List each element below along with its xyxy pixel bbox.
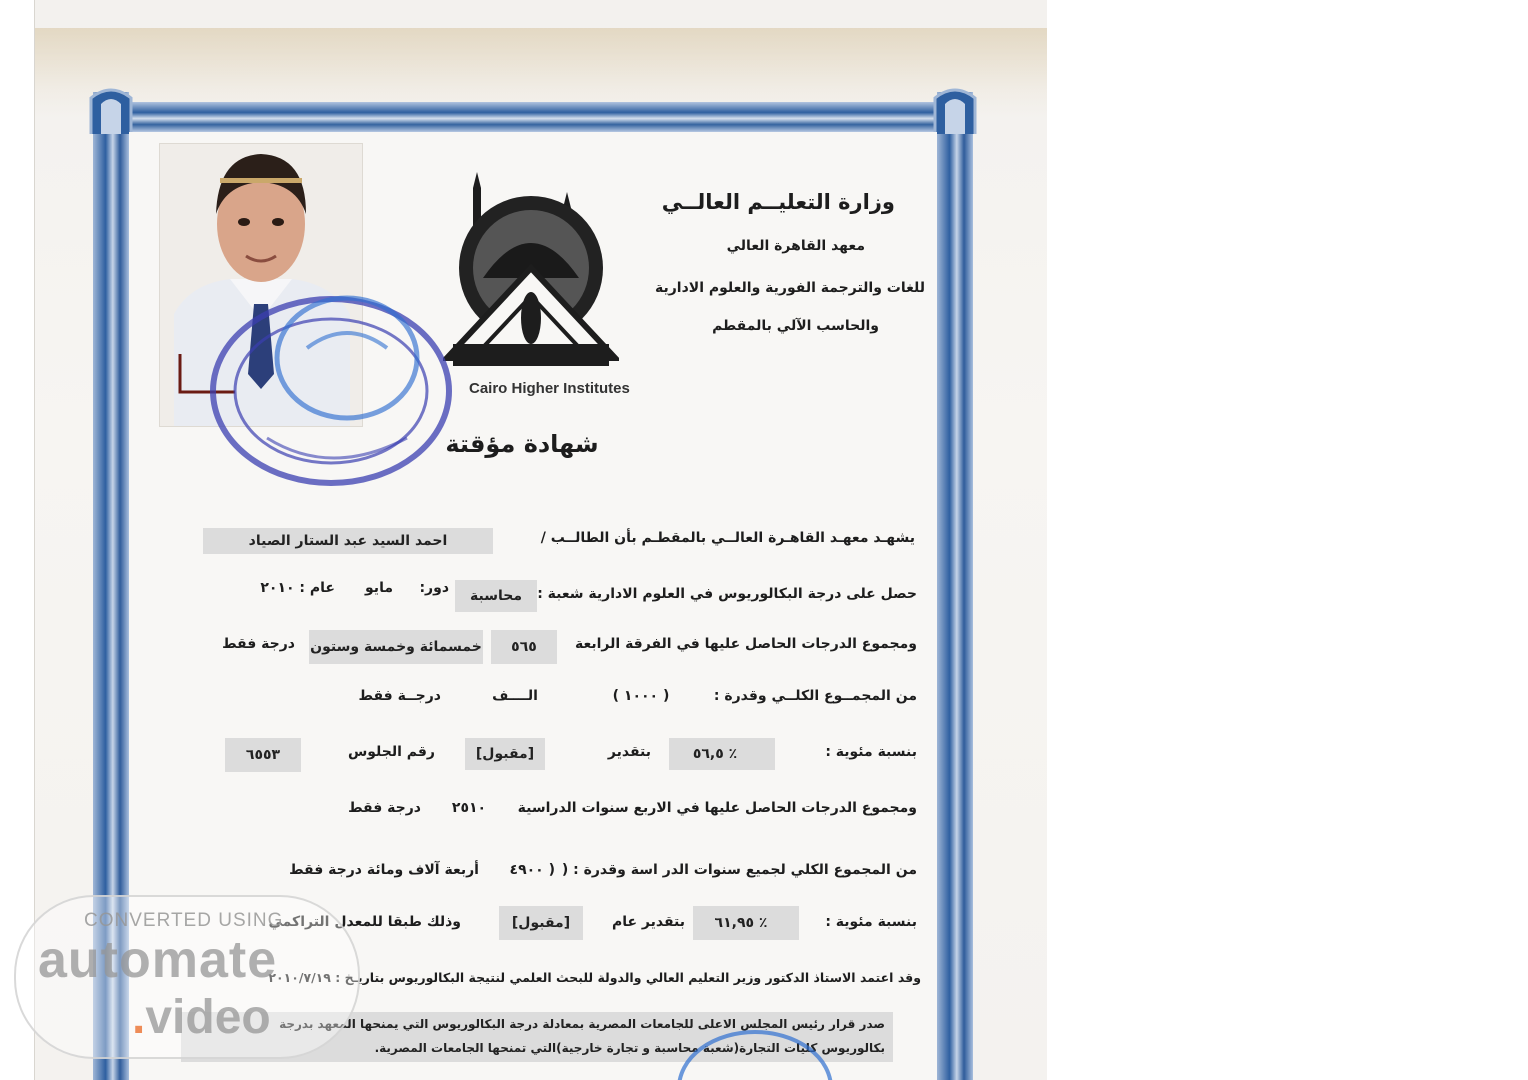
cumulative-percentage-field bbox=[693, 906, 799, 940]
official-stamp bbox=[207, 288, 455, 494]
watermark-brand-video bbox=[132, 990, 271, 1045]
year-label: عام : ٢٠١٠ bbox=[260, 580, 335, 596]
ministry-name: وزارة التعليــم العالــي bbox=[661, 190, 895, 214]
degree-only-1: درجة فقط bbox=[222, 636, 295, 652]
institute-name: معهد القاهرة العالي bbox=[726, 238, 865, 254]
total-words: الــــف bbox=[492, 688, 538, 704]
frame-corner-right bbox=[933, 88, 977, 136]
line7-text: من المجموع الكلي لجميع سنوات الدر اسة وقدرة : ( bbox=[561, 862, 917, 878]
emblem-caption: Cairo Higher Institutes bbox=[469, 380, 630, 397]
line8-label: بنسبة مئوية : bbox=[825, 914, 917, 930]
line5-label: بنسبة مئوية : bbox=[825, 744, 917, 760]
total-number: ( ١٠٠٠ ) bbox=[612, 688, 670, 704]
degree-only-3: درجة فقط bbox=[348, 800, 421, 816]
institute-emblem bbox=[443, 168, 619, 368]
degree-only-2: درجــة فقط bbox=[358, 688, 441, 704]
frame-right-border bbox=[937, 92, 973, 1080]
approval-text: وقد اعتمد الاستاذ الدكتور وزير التعليم العالي والدولة للبحث العلمي لنتيجة البكالوريوس بتاريـخ : ٢٠١٠/٧/١٩ bbox=[268, 970, 921, 985]
cumulative-grade-field: [مقبول] bbox=[499, 906, 583, 940]
fourth-year-score-field: ٥٦٥ bbox=[491, 630, 557, 664]
decree-line2: بكالوريوس كليات التجارة(شعبة محاسبة و تجارة خارجية)التي تمنحها الجامعات المصرية. bbox=[374, 1041, 885, 1055]
watermark-brand-video-text: video bbox=[145, 991, 271, 1044]
watermark-dot: . bbox=[132, 991, 146, 1044]
seat-label: رقم الجلوس bbox=[347, 744, 435, 760]
grade-field: [مقبول] bbox=[465, 738, 545, 770]
cumulative-percent-sign: ٪ bbox=[758, 915, 768, 931]
student-name-field: احمد السيد عبد الستار الصياد bbox=[203, 528, 493, 554]
grade-label: بتقدير bbox=[607, 744, 651, 760]
session-value: مايو bbox=[365, 580, 393, 596]
all-years-words: أربعة آلاف ومائة درجة فقط bbox=[289, 862, 479, 878]
four-years-score: ٢٥١٠ bbox=[451, 800, 487, 816]
cumulative-note: وذلك طبقا للمعدل التراكمي bbox=[268, 914, 461, 930]
line2-text: حصل على درجة البكالوريوس في العلوم الادارية شعبة : bbox=[537, 586, 917, 602]
line4-text: من المجمــوع الكلــي وقدرة : bbox=[713, 688, 917, 704]
fourth-year-score-words: خمسمائة وخمسة وستون bbox=[309, 630, 483, 664]
division-field: محاسبة bbox=[455, 580, 537, 612]
watermark-top-text: CONVERTED USING bbox=[84, 910, 284, 931]
frame-corner-left bbox=[89, 88, 133, 136]
seat-number-field: ٦٥٥٣ bbox=[225, 738, 301, 772]
decree-line1: صدر قرار رئيس المجلس الاعلى للجامعات المصرية بمعادلة درجة البكالوريوس التي يمنحها المعهد بدرجة bbox=[279, 1017, 885, 1031]
bottom-stamp bbox=[675, 1018, 835, 1080]
certificate-title: شهادة مؤقتة bbox=[445, 430, 599, 458]
frame-top-border bbox=[93, 102, 973, 132]
institute-name-line3: والحاسب الآلي بالمقطم bbox=[712, 318, 879, 334]
line6-text: ومجموع الدرجات الحاصل عليها في الاربع سنوات الدراسية bbox=[517, 800, 917, 816]
institute-name-line2: للغات والترجمة الفورية والعلوم الادارية bbox=[655, 280, 925, 296]
cumulative-grade-label: بتقدير عام bbox=[611, 914, 685, 930]
percent-sign: ٪ bbox=[728, 746, 738, 762]
line1-text: يشهـد معهـد القاهـرة العالــي بالمقطـم بأن الطالــب / bbox=[540, 530, 915, 546]
watermark-brand-automate: automate bbox=[38, 931, 278, 989]
all-years-total: ٤٩٠٠ ) bbox=[509, 862, 555, 878]
line3-text: ومجموع الدرجات الحاصل عليها في الفرقة الرابعة bbox=[574, 636, 917, 652]
cumulative-percentage-value: ٦١,٩٥ bbox=[714, 915, 755, 931]
percentage-field bbox=[669, 738, 775, 770]
percentage-value: ٥٦,٥ bbox=[692, 746, 724, 762]
session-label: دور: bbox=[419, 580, 449, 596]
